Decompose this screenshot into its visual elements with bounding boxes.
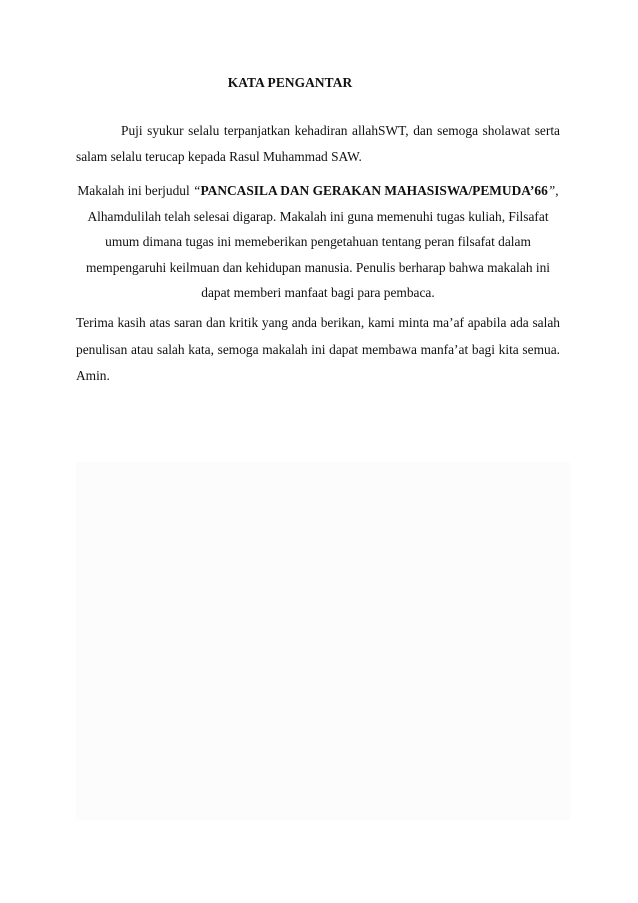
paragraph-makalah (70, 178, 566, 306)
paragraph-makalah-body: , Alhamdulilah telah selesai digarap. Makalah ini guna memenuhi tugas kuliah, Filsafat umum dimana tugas ini memeberikan pengetahuan tentang peran filsafat dalam mempengaruhi keilmuan dan kehidupan manusia. Penulis berharap bahwa makalah ini dapat memberi manfaat bagi para pembaca. (85, 183, 559, 300)
close-quote: ” (547, 183, 556, 198)
paragraph-makalah-intro: Makalah ini berjudul (77, 183, 194, 198)
makalah-title: PANCASILA DAN GERAKAN MAHASISWA/PEMUDA’66 (200, 183, 548, 198)
page-title: KATA PENGANTAR (227, 75, 353, 90)
open-quote: “ (193, 183, 201, 198)
paragraph-closing: Terima kasih atas saran dan kritik yang anda berikan, kami minta ma’af apabila ada salah penulisan atau salah kata, semoga makalah ini dapat membawa manfa’at bagi kita semua. Amin. (76, 315, 560, 383)
blank-content-area (76, 462, 570, 820)
paragraph-opening: Puji syukur selalu terpanjatkan kehadiran allahSWT, dan semoga sholawat serta salam selalu terucap kepada Rasul Muhammad SAW. (76, 123, 560, 164)
